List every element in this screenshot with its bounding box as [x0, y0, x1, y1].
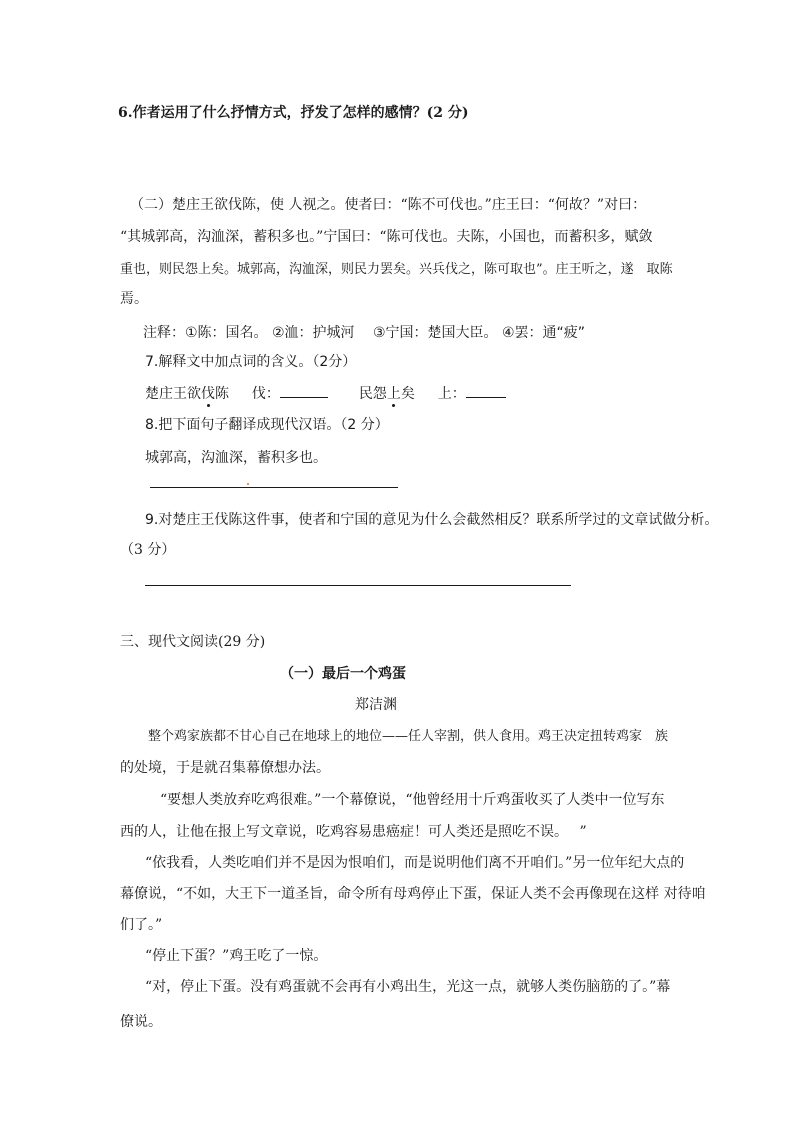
paragraph-1-line-1: 整个鸡家族都不甘心自己在地球上的地位——任人宰割，供人食用。鸡王决定扭转鸡家 族 [148, 729, 669, 744]
dotted-word-shang: 上 [386, 386, 401, 402]
question-9-line-2: （3 分） [120, 542, 176, 558]
passage-line-4: 焉。 [120, 291, 148, 307]
paragraph-2-line-1: “要想人类放弃吃鸡很难。”一个幕僚说，“他曾经用十斤鸡蛋收买了人类中一位写东 [160, 792, 665, 808]
paragraph-5-line-1: “对，停止下蛋。没有鸡蛋就不会再有小鸡出生，光这一点，就够人类伤脑筋的了。”幕 [145, 979, 671, 995]
answer-blank-fa[interactable] [280, 383, 328, 398]
article-title: （一）最后一个鸡蛋 [280, 666, 406, 682]
item2-prefix: 民怨 [358, 386, 387, 402]
paragraph-3-line-2: 幕僚说，“不如，大王下一道圣旨，命令所有母鸡停止下蛋，保证人类不会再像现在这样 对待咱 [120, 886, 706, 902]
question-7-items [145, 383, 506, 404]
question-8-sentence: 城郭高，沟洫深，蓄积多也。 [145, 450, 327, 466]
question-7-title: 7.解释文中加点词的含义。（2分） [145, 354, 357, 370]
item2-suffix: 矣 [400, 386, 415, 402]
item2-label: 上： [437, 386, 466, 402]
answer-line-q8[interactable] [150, 487, 398, 488]
question-9-line-1: 9.对楚庄王伐陈这件事，使者和宁国的意见为什么会截然相反？联系所学过的文章试做分析。 [145, 512, 719, 528]
answer-blank-shang[interactable] [466, 383, 506, 398]
article-author: 郑洁渊 [355, 697, 397, 713]
item1-suffix: 陈 [215, 386, 229, 402]
paragraph-2-line-2: 西的人，让他在报上写文章说，吃鸡容易患癌症！可人类还是照吃不误。 ” [120, 824, 587, 840]
paragraph-3-line-3: 们了。” [120, 917, 163, 933]
paragraph-5-line-2: 僚说。 [120, 1014, 162, 1030]
paragraph-1-line-2: 的处境，于是就召集幕僚想办法。 [120, 760, 330, 776]
item1-prefix: 楚庄王欲 [145, 386, 201, 402]
annotation-notes: 注释：①陈：国名。 ②洫：护城河 ③宁国：楚国大臣。 ④罢：通“疲” [143, 325, 586, 341]
passage-line-3: 重也，则民怨上矣。城郭高，沟洫深，则民力罢矣。兴兵伐之，陈可取也”。庄王听之，遂 取陈 [120, 262, 673, 277]
question-8-title: 8.把下面句子翻译成现代汉语。（2 分） [145, 417, 389, 433]
passage-line-2: “其城郭高，沟洫深，蓄积多也。”宁国曰：“陈可伐也。夫陈，小国也，而蓄积多，赋敛 [120, 229, 653, 245]
dotted-word-fa: 伐 [201, 386, 215, 402]
answer-line-q9[interactable] [145, 585, 571, 586]
section-heading: 三、现代文阅读(29 分) [120, 634, 266, 650]
item1-label: 伐： [251, 386, 280, 402]
paragraph-3-line-1: “依我看，人类吃咱们并不是因为恨咱们，而是说明他们离不开咱们。”另一位年纪大点的 [145, 855, 685, 871]
question-6: 6.作者运用了什么抒情方式，抒发了怎样的感情？(2 分) [118, 105, 469, 121]
stray-mark [247, 483, 249, 485]
paragraph-4: “停止下蛋？”鸡王吃了一惊。 [145, 948, 328, 964]
passage-line-1: （二）楚庄王欲伐陈，使 人视之。使者曰：“陈不可伐也。”庄王曰：“何故？”对曰： [130, 197, 647, 213]
